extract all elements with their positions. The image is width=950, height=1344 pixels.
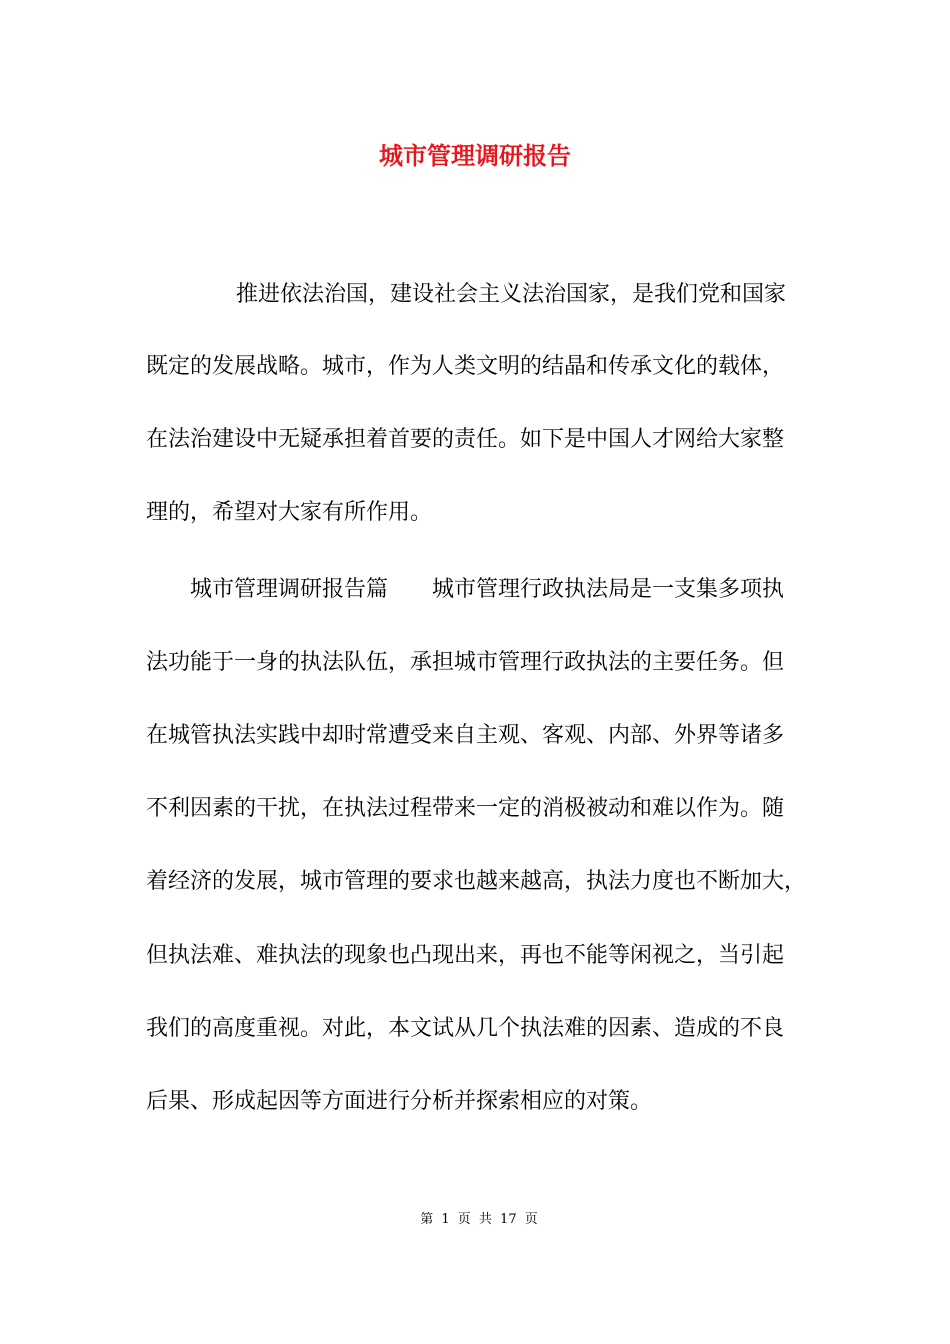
paragraph-line: 但执法难、难执法的现象也凸现出来，再也不能等闲视之，当引起 [146, 943, 785, 968]
page-number-footer: 第 1 页 共 17 页 [420, 1212, 538, 1227]
document-title: 城市管理调研报告 [379, 141, 571, 170]
paragraph-line: 在法治建设中无疑承担着首要的责任。如下是中国人才网给大家整 [146, 427, 785, 452]
paragraph-line: 既定的发展战略。城市，作为人类文明的结晶和传承文化的载体， [146, 354, 785, 379]
paragraph-line: 着经济的发展，城市管理的要求也越来越高，执法力度也不断加大， [146, 869, 807, 894]
paragraph-line: 后果、形成起因等方面进行分析并探索相应的对策。 [146, 1089, 653, 1114]
paragraph-line: 理的，希望对大家有所作用。 [146, 500, 433, 525]
paragraph-line: 推进依法治国，建设社会主义法治国家，是我们党和国家 [236, 282, 787, 307]
paragraph-line: 在城管执法实践中却时常遭受来自主观、客观、内部、外界等诸多 [146, 723, 785, 748]
paragraph-line: 城市管理调研报告篇 城市管理行政执法局是一支集多项执 [190, 577, 785, 602]
paragraph-line: 法功能于一身的执法队伍，承担城市管理行政执法的主要任务。但 [146, 650, 785, 675]
paragraph-line: 不利因素的干扰，在执法过程带来一定的消极被动和难以作为。随 [146, 796, 785, 821]
paragraph-line: 我们的高度重视。对此，本文试从几个执法难的因素、造成的不良 [146, 1016, 785, 1041]
